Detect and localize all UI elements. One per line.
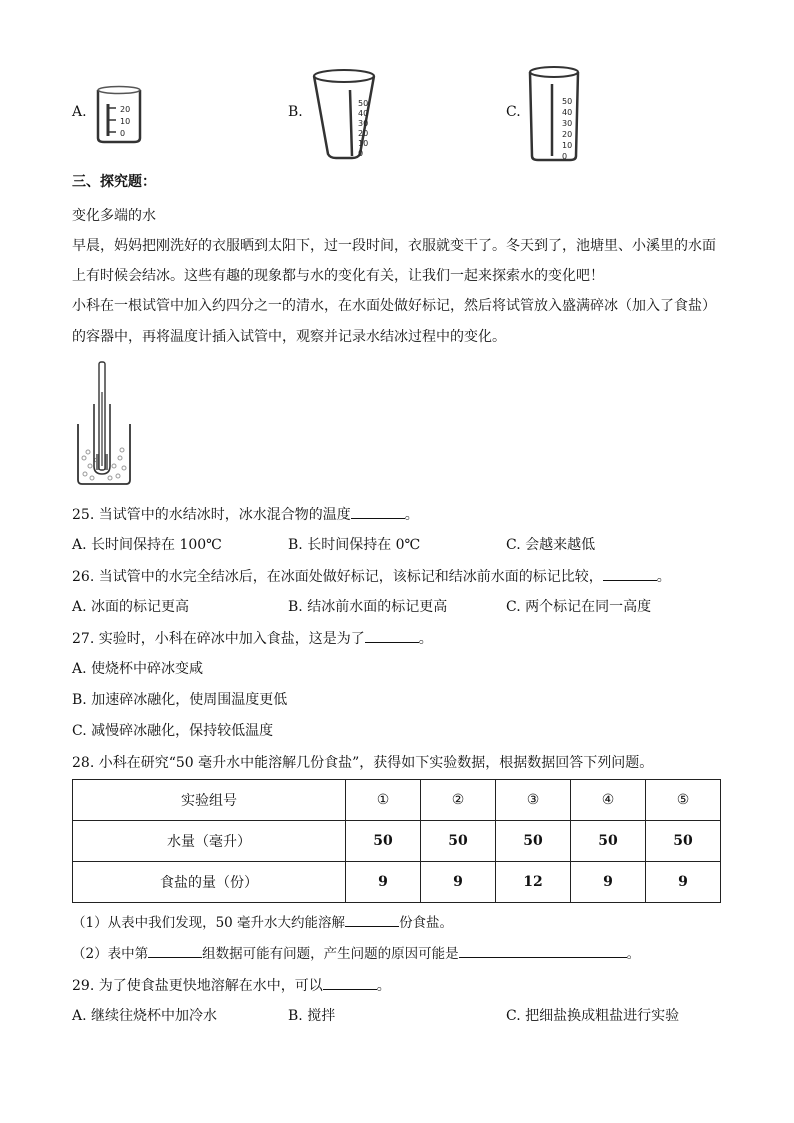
answer-blank[interactable] [365, 628, 419, 643]
q27-option-b[interactable]: B. 加速碎冰融化，使周围温度更低 [72, 692, 288, 708]
question-29-end: 。 [376, 978, 391, 994]
sub-1-text: （1）从表中我们发现，50 毫升水大约能溶解 [72, 915, 346, 931]
tapered-cylinder-b-icon [310, 68, 380, 162]
table-cell: 9 [646, 862, 721, 903]
q29-option-a[interactable]: A. 继续往烧杯中加冷水 [72, 1008, 218, 1024]
table-cell: 50 [496, 821, 571, 862]
cylinder-b-tick: 50 [358, 99, 369, 108]
answer-blank[interactable] [345, 912, 399, 927]
option-b-label: B. [288, 104, 303, 120]
table-row-label: 食盐的量（份） [73, 862, 346, 903]
answer-blank[interactable] [459, 943, 627, 958]
question-25-end: 。 [404, 507, 419, 523]
test-tube-ice-experiment-icon [76, 362, 132, 488]
cylinder-b-tick: 0 [358, 149, 364, 158]
answer-blank[interactable] [148, 943, 202, 958]
question-28-stem: 28. 小科在研究“50 毫升水中能溶解几份食盐”，获得如下实验数据，根据数据回答下列问题。 [72, 755, 654, 771]
salt-dissolving-data-table [72, 779, 721, 903]
answer-blank[interactable] [323, 975, 377, 990]
sub-2-text: （2）表中第 [72, 946, 149, 962]
table-header-cell: ③ [496, 780, 571, 821]
intro-paragraph-1: 早晨，妈妈把刚洗好的衣服晒到太阳下，过一段时间，衣服就变干了。冬天到了，池塘里、小溪里的水面 [72, 238, 716, 254]
table-cell: 50 [421, 821, 496, 862]
q26-option-c[interactable]: C. 两个标记在同一高度 [506, 599, 652, 615]
question-26-end: 。 [656, 569, 671, 585]
question-28-sub-2 [72, 943, 640, 964]
question-26-stem: 26. 当试管中的水完全结冰后，在冰面处做好标记，该标记和结冰前水面的标记比较， [72, 569, 603, 585]
table-row-label: 水量（毫升） [73, 821, 346, 862]
question-29 [72, 975, 391, 996]
intro-heading: 变化多端的水 [72, 208, 156, 224]
q26-option-a[interactable]: A. 冰面的标记更高 [72, 599, 190, 615]
q25-option-b[interactable]: B. 长时间保持在 0℃ [288, 537, 421, 553]
cylinder-c-tick: 50 [562, 97, 573, 106]
table-cell: 9 [346, 862, 421, 903]
table-row [73, 821, 721, 862]
q26-option-b[interactable]: B. 结冰前水面的标记更高 [288, 599, 448, 615]
intro-paragraph-2-cont: 的容器中，再将温度计插入试管中，观察并记录水结冰过程中的变化。 [72, 329, 506, 345]
q27-option-c[interactable]: C. 减慢碎冰融化，保持较低温度 [72, 723, 274, 739]
q29-option-b[interactable]: B. 搅拌 [288, 1008, 336, 1024]
table-cell: 50 [646, 821, 721, 862]
table-cell: 9 [571, 862, 646, 903]
table-row [73, 780, 721, 821]
question-27 [72, 628, 433, 649]
table-header-cell: ⑤ [646, 780, 721, 821]
cylinder-c-tick: 20 [562, 130, 573, 139]
question-25 [72, 504, 419, 525]
q29-option-c[interactable]: C. 把细盐换成粗盐进行实验 [506, 1008, 680, 1024]
table-cell: 9 [421, 862, 496, 903]
question-25-stem: 25. 当试管中的水结冰时，冰水混合物的温度 [72, 507, 351, 523]
cylinder-c-tick: 0 [562, 152, 568, 161]
question-29-stem: 29. 为了使食盐更快地溶解在水中，可以 [72, 978, 323, 994]
cylinder-b-tick: 30 [358, 119, 369, 128]
question-26 [72, 566, 671, 587]
intro-paragraph-1-cont: 上有时候会结冰。这些有趣的现象都与水的变化有关，让我们一起来探索水的变化吧！ [72, 268, 604, 284]
table-header-cell: ④ [571, 780, 646, 821]
cylinder-c-tick: 40 [562, 108, 573, 117]
cylinder-c-tick: 30 [562, 119, 573, 128]
question-27-end: 。 [418, 631, 433, 647]
table-header-cell: ① [346, 780, 421, 821]
table-header-cell: ② [421, 780, 496, 821]
beaker-a-icon [94, 84, 144, 144]
answer-blank[interactable] [603, 566, 657, 581]
question-27-stem: 27. 实验时，小科在碎冰中加入食盐，这是为了 [72, 631, 365, 647]
q25-option-a[interactable]: A. 长时间保持在 100℃ [72, 537, 222, 553]
beaker-a-tick: 0 [120, 129, 126, 138]
sub-1-end: 份食盐。 [399, 915, 454, 931]
table-row [73, 862, 721, 903]
cylinder-c-icon [528, 64, 584, 164]
sub-2-mid: 组数据可能有问题，产生问题的原因可能是 [202, 946, 459, 962]
sub-2-end: 。 [626, 946, 641, 962]
beaker-a-tick: 10 [120, 117, 131, 126]
table-cell: 50 [571, 821, 646, 862]
q27-option-a[interactable]: A. 使烧杯中碎冰变咸 [72, 661, 204, 677]
table-header-cell: 实验组号 [73, 780, 346, 821]
table-cell: 12 [496, 862, 571, 903]
q25-option-c[interactable]: C. 会越来越低 [506, 537, 596, 553]
table-cell: 50 [346, 821, 421, 862]
cylinder-c-tick: 10 [562, 141, 573, 150]
beaker-a-tick: 20 [120, 105, 131, 114]
intro-paragraph-2: 小科在一根试管中加入约四分之一的清水，在水面处做好标记，然后将试管放入盛满碎冰（加入了食盐） [72, 298, 716, 314]
answer-blank[interactable] [351, 504, 405, 519]
cylinder-b-tick: 40 [358, 109, 369, 118]
section-title: 三、探究题： [72, 174, 156, 190]
option-c-label: C. [506, 104, 521, 120]
cylinder-b-tick: 10 [358, 139, 369, 148]
question-28-sub-1 [72, 912, 453, 933]
option-a-label: A. [72, 104, 87, 120]
cylinder-b-tick: 20 [358, 129, 369, 138]
